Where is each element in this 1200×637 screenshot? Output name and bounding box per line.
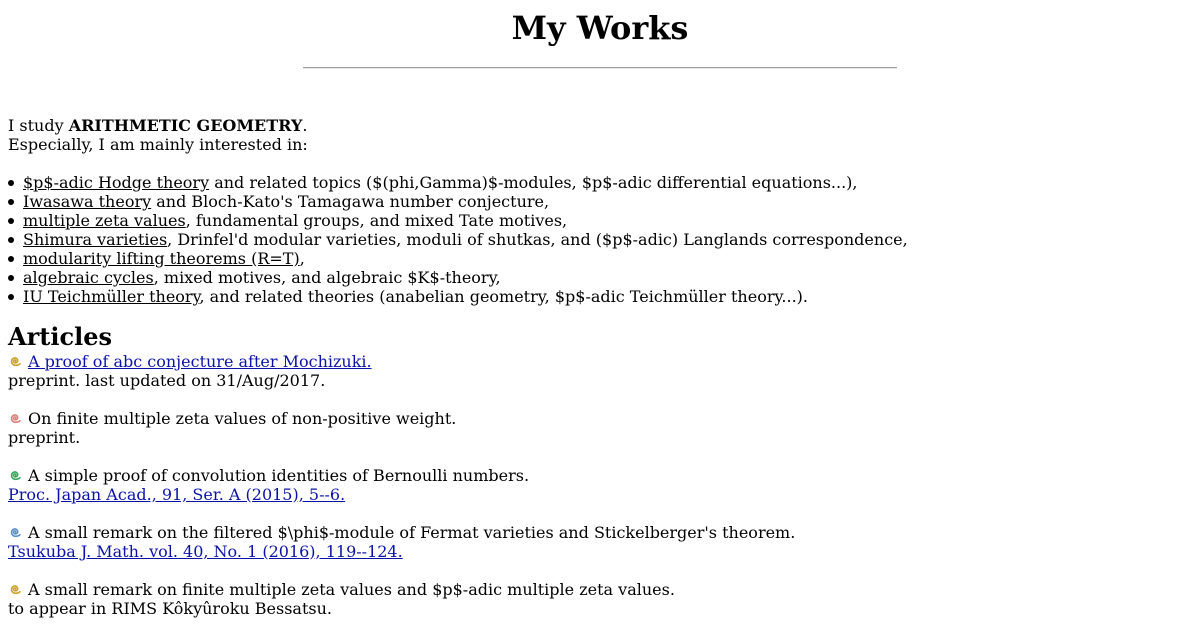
article-detail: preprint. — [8, 428, 81, 447]
article-bernoulli — [8, 466, 1193, 504]
topic-text: , — [299, 249, 305, 268]
topic-link-iwasawa[interactable]: Iwasawa theory — [23, 192, 152, 211]
topic-link-mzv[interactable]: multiple zeta values — [23, 211, 186, 230]
article-detail: to appear in RIMS Kôkyûroku Bessatsu. — [8, 599, 332, 618]
study-suffix: . — [302, 116, 308, 135]
title-divider — [303, 67, 897, 69]
articles-heading: Articles — [8, 322, 112, 351]
article-title: A small remark on finite multiple zeta values and $p$-adic multiple zeta values. — [28, 580, 675, 599]
bullet-icon — [8, 199, 14, 205]
article-fermat — [8, 523, 1193, 561]
article-abc — [8, 352, 1193, 390]
article-detail: preprint. last updated on 31/Aug/2017. — [8, 371, 326, 390]
bullet-icon — [8, 294, 14, 300]
page-title: My Works — [511, 9, 689, 47]
topic-link-modularity[interactable]: modularity lifting theorems (R=T) — [23, 249, 300, 268]
journal-link-proc-japan-acad[interactable]: Proc. Japan Acad., 91, Ser. A (2015), 5--6. — [8, 485, 346, 504]
spiral-icon — [8, 354, 22, 368]
article-title: A small remark on the filtered $\phi$-module of Fermat varieties and Stickelberger's theorem. — [28, 523, 796, 542]
spiral-icon — [8, 582, 22, 596]
list-item — [8, 192, 1193, 211]
article-link-abc[interactable]: A proof of abc conjecture after Mochizuki. — [28, 352, 372, 371]
bullet-icon — [8, 180, 14, 186]
list-item — [8, 230, 1193, 249]
study-line — [8, 116, 1193, 135]
list-item — [8, 211, 1193, 230]
interests-intro: Especially, I am mainly interested in: — [8, 135, 308, 154]
topic-text: , Drinfel'd modular varieties, moduli of shutkas, and ($p$-adic) Langlands correspondence, — [167, 230, 908, 249]
spiral-icon — [8, 468, 22, 482]
list-item — [8, 173, 1193, 192]
topic-text: , fundamental groups, and mixed Tate motives, — [185, 211, 568, 230]
topic-text: and related topics ($(phi,Gamma)$-modules, $p$-adic differential equations...), — [209, 173, 858, 192]
bullet-icon — [8, 256, 14, 262]
article-title: A simple proof of convolution identities of Bernoulli numbers. — [28, 466, 530, 485]
topic-text: , and related theories (anabelian geometry, $p$-adic Teichmüller theory...). — [199, 287, 808, 306]
journal-link-tsukuba[interactable]: Tsukuba J. Math. vol. 40, No. 1 (2016), 119--124. — [8, 542, 403, 561]
bullet-icon — [8, 237, 14, 243]
topics-list — [8, 173, 1193, 306]
topic-text: , mixed motives, and algebraic $K$-theory, — [153, 268, 501, 287]
article-fmzv-nonpositive — [8, 409, 1193, 447]
topic-link-algebraic-cycles[interactable]: algebraic cycles — [23, 268, 154, 287]
study-field: ARITHMETIC GEOMETRY — [68, 116, 303, 135]
list-item — [8, 249, 1193, 268]
list-item — [8, 287, 1193, 306]
topic-link-iut[interactable]: IU Teichmüller theory — [23, 287, 200, 306]
spiral-icon — [8, 411, 22, 425]
spiral-icon — [8, 525, 22, 539]
article-title: On finite multiple zeta values of non-positive weight. — [28, 409, 457, 428]
bullet-icon — [8, 218, 14, 224]
list-item — [8, 268, 1193, 287]
topic-link-p-adic-hodge[interactable]: $p$-adic Hodge theory — [23, 173, 210, 192]
article-fmzv-padic — [8, 580, 1193, 618]
topic-text: and Bloch-Kato's Tamagawa number conjecture, — [151, 192, 550, 211]
study-prefix: I study — [8, 116, 69, 135]
bullet-icon — [8, 275, 14, 281]
topic-link-shimura[interactable]: Shimura varieties — [23, 230, 168, 249]
main-content — [8, 116, 1193, 637]
